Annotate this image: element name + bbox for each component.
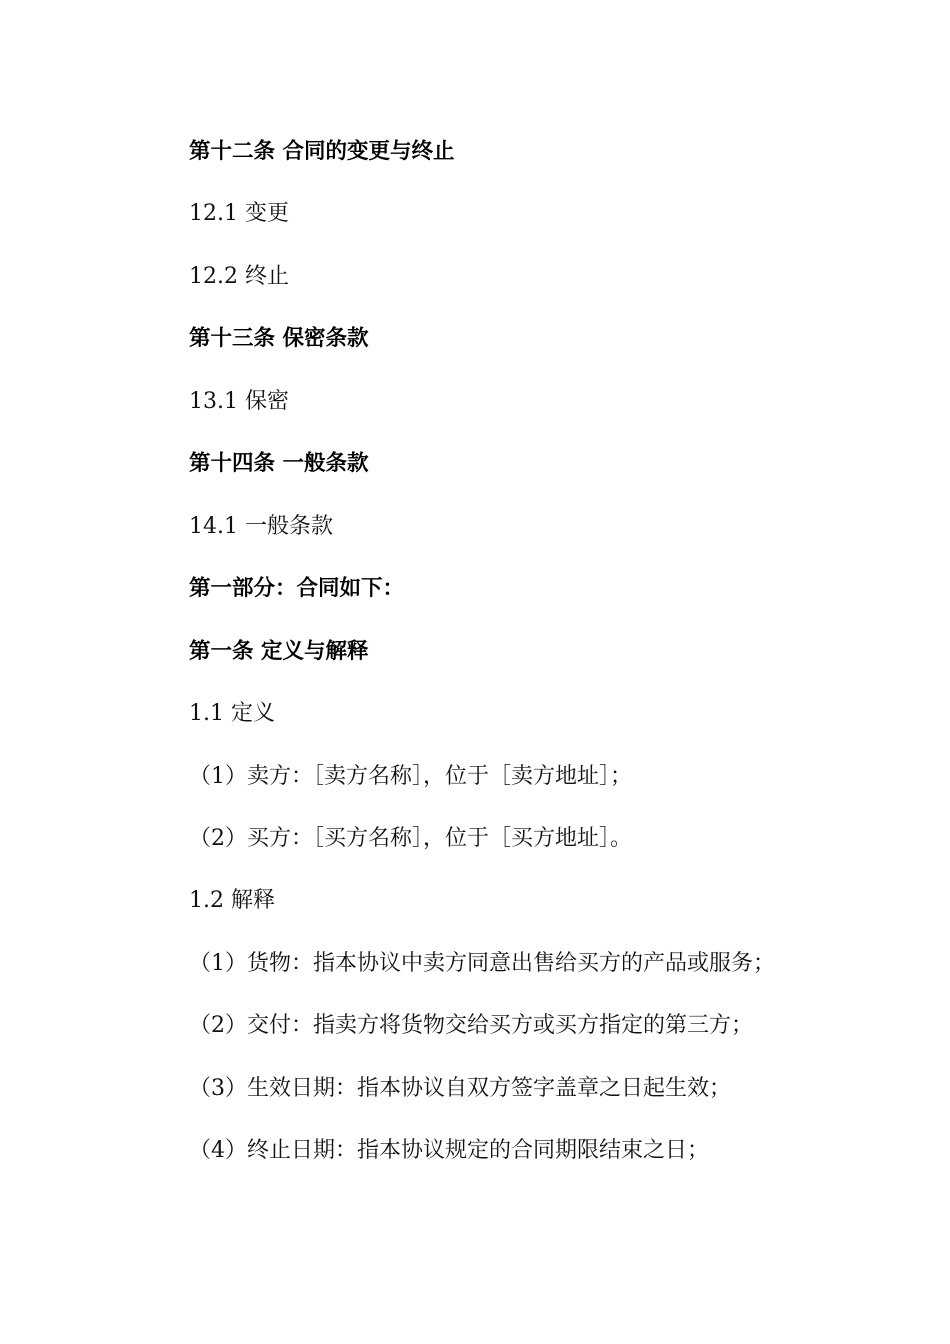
clause-1-1: 1.1 定义 [189,701,275,726]
interpretation-delivery: （2）交付：指卖方将货物交给买方或买方指定的第三方； [189,1013,753,1038]
article-12-heading: 第十二条 合同的变更与终止 [189,139,455,164]
clause-12-1: 12.1 变更 [189,201,289,226]
article-1-heading: 第一条 定义与解释 [189,639,369,664]
clause-1-2: 1.2 解释 [189,888,275,913]
definition-buyer: （2）买方：［买方名称］，位于［买方地址］。 [189,826,632,851]
interpretation-effective-date: （3）生效日期：指本协议自双方签字盖章之日起生效； [189,1076,731,1101]
definition-seller: （1）卖方：［卖方名称］，位于［卖方地址］； [189,764,632,789]
interpretation-goods: （1）货物：指本协议中卖方同意出售给买方的产品或服务； [189,951,775,976]
article-13-heading: 第十三条 保密条款 [189,326,369,351]
clause-12-2: 12.2 终止 [189,264,289,289]
article-14-heading: 第十四条 一般条款 [189,451,369,476]
clause-14-1: 14.1 一般条款 [189,514,333,539]
clause-13-1: 13.1 保密 [189,389,289,414]
interpretation-termination-date: （4）终止日期：指本协议规定的合同期限结束之日； [189,1138,709,1163]
part-1-heading: 第一部分：合同如下： [189,576,405,601]
